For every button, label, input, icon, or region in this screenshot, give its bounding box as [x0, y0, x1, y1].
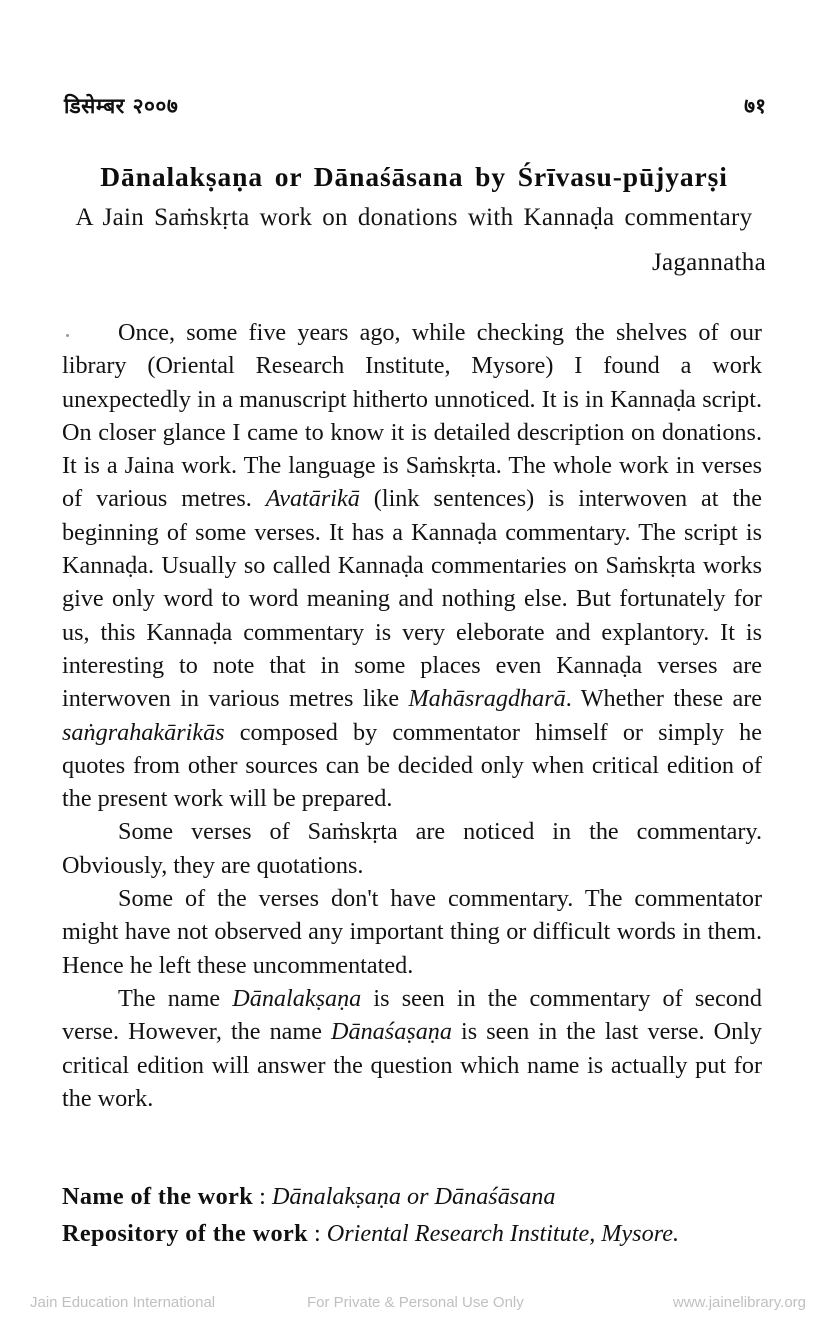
paragraph-4-segment-c: is seen in the last verse. Only critical edition will answer the question which name is actually put for the work. [62, 1018, 762, 1112]
colophon-repository-separator: : [307, 1220, 327, 1247]
term-sangrahakarikas: saṅgrahakārikās [62, 718, 225, 746]
paragraph-1-segment-a: Once, some five years ago, while checking the shelves of our library (Oriental Research Institute, Mysore) I found a work unexpectedly in a manuscript hitherto unnoticed. It is in Kannaḍa script. On closer glance I came to know it is detailed description on donations. It is a Jaina work. The language is Saṁskṛta. The whole work in verses of various metres. [62, 319, 762, 513]
term-danasasana: Dānaśaṣaṇa [331, 1018, 452, 1046]
paragraph-1-segment-d: composed by commentator himself or simply he quotes from other sources can be decided only when critical edition of the present work will be prepared. [62, 718, 762, 813]
page-footer [0, 1294, 828, 1318]
term-mahasragdhara: Mahāsragdharā [408, 685, 566, 713]
article-subtitle: A Jain Saṁskṛta work on donations with Kannaḍa commentary [75, 204, 753, 231]
colophon-name-label: Name of the work [62, 1183, 254, 1210]
term-avatarika: Avatārikā [265, 485, 360, 513]
page-number: ७१ [744, 94, 766, 118]
colophon-repository-value: Oriental Research Institute, Mysore. [326, 1220, 679, 1247]
body-paragraph-3: Some of the verses don't have commentary. The commentator might have not observed any important thing or difficult words in them. Hence he left these uncommentated. [62, 885, 762, 979]
footer-website-link[interactable]: www.jainelibrary.org [672, 1294, 806, 1311]
body-paragraph-4 [62, 982, 762, 1115]
colophon-name-line [62, 1178, 768, 1215]
colophon-repository-line [62, 1215, 768, 1252]
paragraph-4-segment-b: is seen in the commentary of second verse. However, the name [62, 984, 762, 1046]
colophon-repository-label: Repository of the work [62, 1220, 308, 1247]
body-paragraph-1 [62, 316, 762, 815]
article-body [62, 316, 762, 1115]
title-block [62, 160, 766, 277]
colophon-name-separator: : [253, 1183, 272, 1210]
page-title: Dānalakṣaṇa or Dānaśāsana by Śrīvasu-pūjyarṣi [100, 161, 728, 192]
footer-usage-notice: For Private & Personal Use Only [307, 1294, 524, 1311]
author-byline: Jagannatha [651, 248, 766, 276]
paragraph-1-segment-b: (link sentences) is interwoven at the beginning of some verses. It has a Kannaḍa commentary. The script is Kannaḍa. Usually so called Kannaḍa commentaries on Saṁskṛta works give only word to word meaning and nothing else. But fortunately for us, this Kannaḍa commentary is very eleborate and explantory. It is interesting to note that in some places even Kannaḍa verses are interwoven in various metres like [62, 485, 762, 713]
colophon-block [62, 1178, 768, 1252]
running-head [64, 92, 766, 126]
paragraph-4-segment-a: The name [118, 984, 233, 1012]
issue-date: डिसेम्बर २००७ [64, 94, 179, 118]
term-danalaksana: Dānalakṣaṇa [232, 984, 362, 1012]
paragraph-1-segment-c: . Whether these are [565, 685, 762, 713]
footer-organization: Jain Education International [30, 1294, 216, 1311]
body-paragraph-2: Some verses of Saṁskṛta are noticed in the commentary. Obviously, they are quotations. [62, 818, 762, 879]
colophon-name-value: Dānalakṣaṇa or Dānaśāsana [271, 1183, 556, 1210]
